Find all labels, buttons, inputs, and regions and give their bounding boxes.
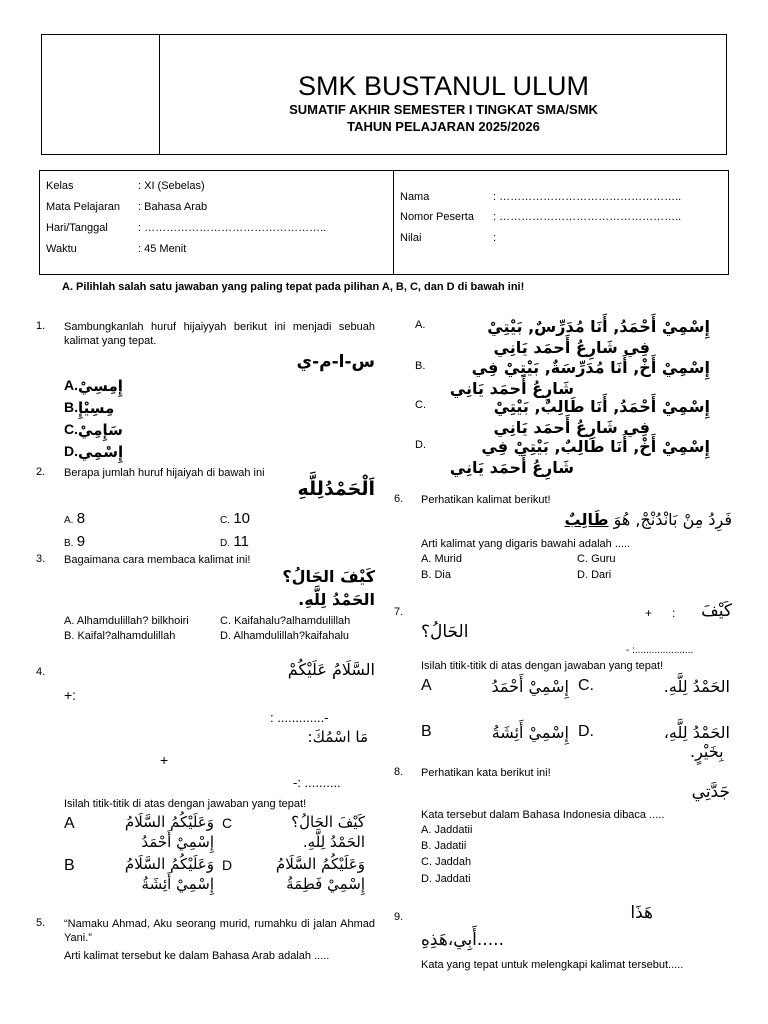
q1-option-d-text: إِسْمِي	[78, 443, 124, 461]
q8-arabic: جَدَّتِي	[691, 782, 730, 802]
info-divider	[393, 170, 394, 275]
q7-plus: +	[645, 606, 653, 620]
q1-option-b-label: B.	[64, 399, 78, 415]
q5-option-b-line1: إِسْمِيْ أَخْ, أَنَا مُدَرِّسَةٌ, بَيْتِيْ فِي	[471, 358, 710, 377]
info-tanggal-label: Hari/Tanggal	[46, 222, 108, 234]
q8-option-a-label: A.	[421, 824, 432, 836]
q8-number: 8.	[394, 766, 404, 778]
q8-option-c[interactable]	[421, 855, 471, 869]
info-nama-field[interactable]: : …………………………………………..	[493, 191, 682, 203]
q1-option-b[interactable]	[64, 399, 114, 417]
info-waktu-label: Waktu	[46, 243, 77, 255]
q3-option-b-value: Kaifal?alhamdulillah	[77, 630, 176, 642]
q3-option-d-label: D.	[220, 630, 231, 642]
q1-letters: س-ا-م-ي	[296, 352, 375, 372]
exam-title: SUMATIF AKHIR SEMESTER I TINGKAT SMA/SMK	[289, 102, 598, 117]
q5-option-b-label: B.	[415, 360, 426, 372]
q7-option-c-text: الحَمْدُ لِلَّهِ.	[663, 677, 730, 696]
q7-option-b[interactable]	[421, 723, 569, 747]
q5-option-d[interactable]	[415, 437, 710, 477]
info-mapel-value: : Bahasa Arab	[138, 201, 208, 213]
q4-colon-dots: : .............-	[270, 710, 329, 725]
q2-option-a[interactable]	[64, 510, 85, 527]
q6-option-c-value: Guru	[591, 553, 616, 565]
q8-option-a[interactable]	[421, 823, 472, 837]
q4-arabic-question: مَا اسْمُكَ:	[307, 728, 368, 746]
q6-option-d-label: D.	[577, 569, 588, 581]
q4-option-d-label: D	[222, 857, 233, 873]
q4-option-c-line1: كَيْفَ الحَالُ؟	[291, 813, 365, 831]
q5-option-a-line1: إِسْمِيْ أَحْمَدُ, أَنَا مُدَرِّسٌ, بَيْتِيْ	[487, 317, 710, 336]
q4-plus: +	[160, 752, 169, 768]
info-waktu-value: : 45 Menit	[138, 243, 187, 255]
q4-option-d[interactable]	[222, 855, 365, 895]
q5-option-a-line2: فِي شَارِعُ أَحمَد يَانِي	[493, 338, 650, 357]
q7-option-a[interactable]	[421, 677, 569, 701]
q5-option-c-label: C.	[415, 399, 426, 411]
q3-option-c-value: Kaifahalu?alhamdulillah	[234, 615, 351, 627]
q2-option-c-label: C.	[220, 515, 230, 526]
q5-option-d-line1: إِسْمِيْ أَخْ, أَنَا طَالِبٌ, بَيْتِيْ فِي	[481, 437, 710, 456]
q3-option-a-label: A.	[64, 615, 75, 627]
q2-option-c-value: 10	[233, 510, 251, 527]
info-mapel-label: Mata Pelajaran	[46, 201, 120, 213]
q7-option-c[interactable]	[578, 677, 730, 701]
q9-arabic-2: أَبِي،هَذِهِ.....	[421, 930, 504, 950]
q7-option-b-label: B	[421, 723, 432, 740]
q3-text: Bagaimana cara membaca kalimat ini!	[64, 554, 251, 566]
q3-option-a[interactable]	[64, 614, 189, 628]
q4-option-b[interactable]	[64, 855, 214, 895]
q8-option-d[interactable]	[421, 872, 471, 886]
q5-option-d-line2: شَارِعُ أَحمَد يَانِي	[449, 458, 574, 477]
q4-arabic-greeting: السَّلَامُ عَلَيْكُمْ	[287, 660, 375, 679]
q4-number: 4.	[36, 666, 46, 678]
q1-option-d[interactable]	[64, 443, 123, 461]
q6-option-b-value: Dia	[434, 569, 451, 581]
q5-option-d-label: D.	[415, 439, 426, 451]
q4-option-a-label: A	[64, 815, 75, 832]
q9-number: 9.	[394, 911, 404, 923]
q7-option-d-label: D.	[578, 723, 594, 740]
school-name: SMK BUSTANUL ULUM	[297, 71, 590, 101]
q9-question: Kata yang tepat untuk melengkapi kalimat tersebut.....	[421, 959, 684, 971]
q5-question: Arti kalimat tersebut ke dalam Bahasa Arab adalah .....	[64, 950, 330, 962]
q3-number: 3.	[36, 553, 46, 565]
q8-question: Kata tersebut dalam Bahasa Indonesia dibaca .....	[421, 809, 665, 821]
q1-option-a[interactable]	[64, 377, 123, 395]
q8-text: Perhatikan kata berikut ini!	[421, 767, 551, 779]
q8-option-b-value: Jadatii	[434, 840, 467, 852]
q7-colon: :	[672, 606, 676, 620]
q5-number: 5.	[36, 917, 46, 929]
q3-option-a-value: Alhamdulillah? bilkhoiri	[76, 615, 189, 627]
q2-option-b-label: B.	[64, 538, 74, 549]
q3-option-c[interactable]	[220, 614, 350, 628]
school-year: TAHUN PELAJARAN 2025/2026	[347, 119, 540, 134]
instruction-text: A. Pilihlah salah satu jawaban yang paling tepat pada pilihan A, B, C, dan D di bawah ini!	[62, 281, 525, 293]
q4-option-b-label: B	[64, 857, 75, 874]
q8-option-a-value: Jaddatii	[434, 824, 473, 836]
q8-option-c-label: C.	[421, 856, 432, 868]
q3-option-b-label: B.	[64, 630, 75, 642]
q4-option-c-line2: الحَمْدُ لِلَّهِ.	[302, 833, 365, 851]
q2-option-d-value: 11	[233, 533, 249, 550]
q3-arabic-2: الحَمْدُ لِلَّهِ.	[298, 590, 375, 609]
q2-option-a-value: 8	[76, 510, 86, 527]
q6-arabic-underlined: طَالِبٌ	[564, 510, 609, 529]
q7-option-c-label: C.	[578, 677, 594, 694]
q7-option-a-label: A	[421, 677, 432, 694]
q6-option-d[interactable]	[577, 568, 611, 582]
q2-number: 2.	[36, 466, 46, 478]
q1-option-c-label: C.	[64, 421, 78, 437]
q9-arabic-1: هَذَا	[630, 903, 653, 923]
q7-option-d-text: الحَمْدُ لِلَّهِ،	[663, 723, 730, 742]
q6-option-a-value: Murid	[434, 553, 462, 565]
q8-option-d-label: D.	[421, 873, 432, 885]
q6-option-a-label: A.	[421, 553, 432, 565]
q6-option-b[interactable]	[421, 568, 451, 582]
q3-arabic-1: كَيْفَ الحَالُ؟	[282, 567, 375, 586]
q8-option-d-value: Jaddati	[435, 873, 471, 885]
q4-option-d-line2: إِسْمِيْ فَطِمَةُ	[286, 875, 365, 893]
q2-text: Berapa jumlah huruf hijaiyah di bawah ini	[64, 467, 265, 479]
q3-option-d-value: Alhamdulillah?kaifahalu	[233, 630, 350, 642]
q6-arabic-sentence	[565, 510, 732, 529]
q8-option-b[interactable]	[421, 839, 466, 853]
q7-option-d[interactable]	[578, 723, 730, 763]
q7-arabic-1: كَيْفَ	[701, 601, 732, 621]
q2-option-d-label: D.	[220, 538, 230, 549]
q4-option-b-line2: إِسْمِيْ أَئِشَةُ	[141, 875, 214, 893]
info-nilai-field: :	[493, 232, 497, 244]
q8-option-b-label: B.	[421, 840, 432, 852]
q6-number: 6.	[394, 493, 404, 505]
q4-option-d-line1: وَعَلَيْكُمُ السَّلَامُ	[275, 855, 365, 873]
q2-option-c[interactable]	[220, 510, 250, 527]
q2-option-d[interactable]	[220, 533, 249, 550]
q2-arabic: اَلْحَمْدُلِلَّهِ	[297, 478, 375, 500]
q5-option-a-label: A.	[415, 319, 426, 331]
info-nomor-label: Nomor Peserta	[400, 211, 474, 223]
q3-option-b[interactable]	[64, 629, 175, 643]
q6-option-b-label: B.	[421, 569, 432, 581]
info-nilai-label: Nilai	[400, 232, 422, 244]
q1-option-b-text: مِسِيْإِ	[78, 399, 115, 417]
q1-number: 1.	[36, 320, 46, 332]
q4-plus-colon: +:	[64, 687, 77, 703]
q5-option-c-line2: فِي شَارِعُ أَحمَد يَانِي	[493, 418, 650, 437]
q7-text: Isilah titik-titik di atas dengan jawaban yang tepat!	[421, 660, 664, 672]
q6-option-a[interactable]	[421, 552, 462, 566]
q7-option-a-text: إِسْمِيْ أَحْمَدُ	[491, 677, 569, 696]
q5-option-b[interactable]	[415, 358, 710, 398]
q4-dots: -: ..........	[293, 775, 341, 790]
info-tanggal-value: : …………………………………………..	[138, 222, 327, 234]
q5-option-c[interactable]	[415, 397, 710, 437]
q4-option-a[interactable]	[64, 813, 214, 853]
q5-text: “Namaku Ahmad, Aku seorang murid, rumahku di jalan Ahmad Yani.”	[64, 918, 375, 944]
q4-option-c-label: C	[222, 815, 233, 831]
q7-number: 7.	[394, 606, 404, 618]
info-kelas-label: Kelas	[46, 180, 74, 192]
info-nomor-field[interactable]: : …………………………………………..	[493, 211, 682, 223]
q4-option-b-line1: وَعَلَيْكُمُ السَّلَامُ	[124, 855, 214, 873]
q6-text: Perhatikan kalimat berikut!	[421, 494, 551, 506]
q1-option-a-text: إِمِسِيْ	[78, 377, 123, 395]
q6-question: Arti kalimat yang digaris bawahi adalah .....	[421, 538, 631, 550]
q4-option-c[interactable]	[222, 813, 365, 853]
q6-option-d-value: Dari	[591, 569, 612, 581]
q6-arabic-plain: فَرِدُ مِنْ بَانْدُنْجْ, هُوَ	[613, 510, 732, 529]
info-nama-label: Nama	[400, 191, 430, 203]
q1-text: Sambungkanlah huruf hijaiyyah berikut ini menjadi sebuah kalimat yang tepat.	[64, 321, 375, 347]
q5-option-a[interactable]	[415, 317, 710, 357]
q4-option-a-line2: إِسْمِيْ أَحْمَدُ	[141, 833, 214, 851]
q4-text: Isilah titik-titik di atas dengan jawaban yang tepat!	[64, 798, 307, 810]
q5-option-c-line1: إِسْمِيْ أَحْمَدُ, أَنَا طَالِبٌ, بَيْتِيْ	[493, 397, 710, 416]
q5-option-b-line2: شَارِعُ أَحمَد يَانِي	[449, 379, 574, 398]
q1-option-d-label: D.	[64, 443, 78, 459]
q3-option-d[interactable]	[220, 629, 349, 643]
q6-option-c[interactable]	[577, 552, 616, 566]
q3-option-c-label: C.	[220, 615, 231, 627]
q2-option-a-label: A.	[64, 515, 74, 526]
q6-option-c-label: C.	[577, 553, 588, 565]
q7-dots: - :.....................	[626, 645, 694, 656]
q1-option-c-text: سَإِمِيْ	[78, 421, 123, 439]
q1-option-a-label: A.	[64, 377, 78, 393]
q7-option-d-text-2: بِخَيْرٍ.	[690, 742, 724, 761]
q7-option-b-text: إِسْمِيْ أَئِشَةُ	[491, 723, 569, 742]
q2-option-b[interactable]	[64, 533, 85, 550]
q1-option-c[interactable]	[64, 421, 123, 439]
q2-option-b-value: 9	[76, 533, 86, 550]
q7-arabic-2: الحَالُ؟	[421, 622, 469, 642]
info-kelas-value: : XI (Sebelas)	[138, 180, 205, 192]
q4-option-a-line1: وَعَلَيْكُمُ السَّلَامُ	[124, 813, 214, 831]
q8-option-c-value: Jaddah	[435, 856, 472, 868]
